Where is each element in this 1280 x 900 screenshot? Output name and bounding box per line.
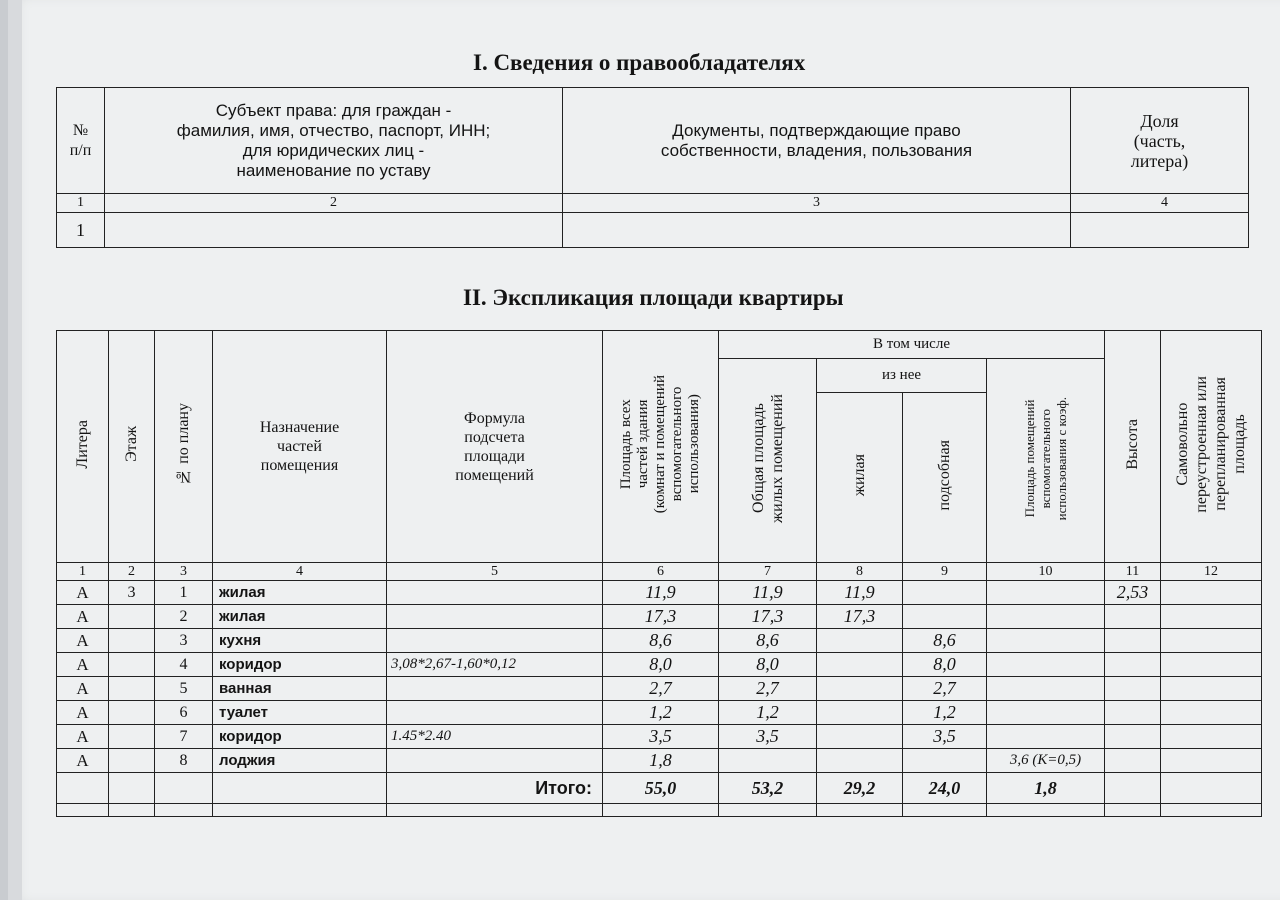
totals-row bbox=[57, 773, 1262, 804]
cell-plan-no: 8 bbox=[155, 749, 213, 773]
cell-living-total: 17,3 bbox=[719, 605, 817, 629]
total-auxiliary: 24,0 bbox=[903, 773, 987, 804]
table-row bbox=[57, 701, 1262, 725]
cell-litera: А bbox=[57, 605, 109, 629]
cell-aux-coef bbox=[987, 629, 1105, 653]
col-number: 11 bbox=[1105, 563, 1161, 581]
header-height: Высота bbox=[1105, 331, 1161, 563]
cell-documents bbox=[563, 213, 1071, 248]
cell-auxiliary: 8,6 bbox=[903, 629, 987, 653]
col-number: 4 bbox=[213, 563, 387, 581]
cell-formula: 3,08*2,67-1,60*0,12 bbox=[387, 653, 603, 677]
table-row bbox=[57, 749, 1262, 773]
header-purpose: Назначение частей помещения bbox=[213, 331, 387, 563]
cell-litera: А bbox=[57, 677, 109, 701]
cell-height bbox=[1105, 701, 1161, 725]
cell-litera: А bbox=[57, 581, 109, 605]
cell-unauthorized bbox=[1161, 725, 1262, 749]
cell-aux-coef bbox=[987, 701, 1105, 725]
table-row bbox=[57, 725, 1262, 749]
cell-formula: 1.45*2.40 bbox=[387, 725, 603, 749]
cell-living-total: 11,9 bbox=[719, 581, 817, 605]
cell-living-total bbox=[719, 749, 817, 773]
col-number: 2 bbox=[109, 563, 155, 581]
header-num: № п/п bbox=[57, 88, 105, 194]
header-share: Доля (часть, литера) bbox=[1071, 88, 1249, 194]
cell-purpose: ванная bbox=[213, 677, 387, 701]
cell-purpose: коридор bbox=[213, 725, 387, 749]
col-number: 7 bbox=[719, 563, 817, 581]
cell-num: 1 bbox=[57, 213, 105, 248]
cell-formula bbox=[387, 605, 603, 629]
cell-total-area: 17,3 bbox=[603, 605, 719, 629]
cell-aux-coef bbox=[987, 653, 1105, 677]
cell-auxiliary bbox=[903, 605, 987, 629]
col-number: 1 bbox=[57, 194, 105, 213]
cell-unauthorized bbox=[1161, 605, 1262, 629]
cell-living-total: 2,7 bbox=[719, 677, 817, 701]
cell-living bbox=[817, 653, 903, 677]
document-sheet bbox=[8, 0, 1280, 900]
col-number: 3 bbox=[563, 194, 1071, 213]
cell-purpose: туалет bbox=[213, 701, 387, 725]
cell-floor bbox=[109, 701, 155, 725]
cell-plan-no: 1 bbox=[155, 581, 213, 605]
table-row bbox=[57, 629, 1262, 653]
section2-title: II. Экспликация площади квартиры bbox=[463, 285, 844, 310]
cell-living-total: 1,2 bbox=[719, 701, 817, 725]
cell-formula bbox=[387, 581, 603, 605]
cell-unauthorized bbox=[1161, 581, 1262, 605]
cell-formula bbox=[387, 701, 603, 725]
col-number: 3 bbox=[155, 563, 213, 581]
cell-living bbox=[817, 725, 903, 749]
cell-unauthorized bbox=[1161, 701, 1262, 725]
cell-aux-coef bbox=[987, 725, 1105, 749]
cell-formula bbox=[387, 749, 603, 773]
header-plan-no: № по плану bbox=[155, 331, 213, 563]
table-row bbox=[57, 677, 1262, 701]
header-unauthorized: Самовольно переустроенная или перепланированная площадь bbox=[1161, 331, 1262, 563]
col-number: 8 bbox=[817, 563, 903, 581]
cell-formula bbox=[387, 629, 603, 653]
cell-total-area: 8,0 bbox=[603, 653, 719, 677]
cell-height bbox=[1105, 653, 1161, 677]
cell-unauthorized bbox=[1161, 653, 1262, 677]
cell-auxiliary: 3,5 bbox=[903, 725, 987, 749]
cell-purpose: кухня bbox=[213, 629, 387, 653]
cell-auxiliary: 8,0 bbox=[903, 653, 987, 677]
header-total-area: Площадь всех частей здания (комнат и помещений вспомогательного использования) bbox=[603, 331, 719, 563]
col-number: 10 bbox=[987, 563, 1105, 581]
cell-aux-coef: 3,6 (К=0,5) bbox=[987, 749, 1105, 773]
cell-formula bbox=[387, 677, 603, 701]
header-formula: Формула подсчета площади помещений bbox=[387, 331, 603, 563]
col-number: 5 bbox=[387, 563, 603, 581]
cell-unauthorized bbox=[1161, 629, 1262, 653]
area-explication-table bbox=[56, 330, 1262, 817]
table-row bbox=[57, 653, 1262, 677]
cell-aux-coef bbox=[987, 605, 1105, 629]
col-number: 9 bbox=[903, 563, 987, 581]
table-row bbox=[57, 605, 1262, 629]
cell-auxiliary: 2,7 bbox=[903, 677, 987, 701]
cell-purpose: лоджия bbox=[213, 749, 387, 773]
col-number: 1 bbox=[57, 563, 109, 581]
cell-living-total: 8,0 bbox=[719, 653, 817, 677]
cell-plan-no: 3 bbox=[155, 629, 213, 653]
cell-unauthorized bbox=[1161, 749, 1262, 773]
cell-living bbox=[817, 629, 903, 653]
cell-total-area: 2,7 bbox=[603, 677, 719, 701]
total-aux-coef: 1,8 bbox=[987, 773, 1105, 804]
cell-purpose: жилая bbox=[213, 605, 387, 629]
cell-total-area: 11,9 bbox=[603, 581, 719, 605]
cell-living: 17,3 bbox=[817, 605, 903, 629]
cell-living-total: 8,6 bbox=[719, 629, 817, 653]
header-aux-coef: Площадь помещений вспомогательного использования с коэф. bbox=[987, 359, 1105, 563]
cell-plan-no: 4 bbox=[155, 653, 213, 677]
cell-floor bbox=[109, 677, 155, 701]
cell-height: 2,53 bbox=[1105, 581, 1161, 605]
cell-living: 11,9 bbox=[817, 581, 903, 605]
cell-floor bbox=[109, 749, 155, 773]
cell-floor bbox=[109, 725, 155, 749]
cell-height bbox=[1105, 629, 1161, 653]
cell-litera: А bbox=[57, 653, 109, 677]
cell-purpose: жилая bbox=[213, 581, 387, 605]
cell-total-area: 3,5 bbox=[603, 725, 719, 749]
cell-plan-no: 6 bbox=[155, 701, 213, 725]
cell-aux-coef bbox=[987, 581, 1105, 605]
header-living-total: Общая площадь жилых помещений bbox=[719, 359, 817, 563]
cell-unauthorized bbox=[1161, 677, 1262, 701]
total-area: 55,0 bbox=[603, 773, 719, 804]
cell-plan-no: 2 bbox=[155, 605, 213, 629]
rights-holders-table bbox=[56, 87, 1249, 248]
cell-living bbox=[817, 749, 903, 773]
cell-share bbox=[1071, 213, 1249, 248]
cell-living bbox=[817, 701, 903, 725]
cell-floor: 3 bbox=[109, 581, 155, 605]
table-row bbox=[57, 581, 1262, 605]
total-living: 29,2 bbox=[817, 773, 903, 804]
cell-height bbox=[1105, 605, 1161, 629]
cell-total-area: 1,8 bbox=[603, 749, 719, 773]
cell-aux-coef bbox=[987, 677, 1105, 701]
cell-floor bbox=[109, 605, 155, 629]
page-fold bbox=[8, 0, 22, 900]
header-including: В том числе bbox=[719, 331, 1105, 359]
header-floor: Этаж bbox=[109, 331, 155, 563]
header-litera: Литера bbox=[57, 331, 109, 563]
header-documents: Документы, подтверждающие право собственности, владения, пользования bbox=[563, 88, 1071, 194]
cell-auxiliary bbox=[903, 749, 987, 773]
cell-subject bbox=[105, 213, 563, 248]
cell-floor bbox=[109, 629, 155, 653]
cell-litera: А bbox=[57, 701, 109, 725]
col-number: 2 bbox=[105, 194, 563, 213]
cell-living-total: 3,5 bbox=[719, 725, 817, 749]
cell-height bbox=[1105, 725, 1161, 749]
col-number: 4 bbox=[1071, 194, 1249, 213]
cell-living bbox=[817, 677, 903, 701]
total-living-total: 53,2 bbox=[719, 773, 817, 804]
cell-litera: А bbox=[57, 725, 109, 749]
cell-plan-no: 7 bbox=[155, 725, 213, 749]
cell-purpose: коридор bbox=[213, 653, 387, 677]
col-number: 6 bbox=[603, 563, 719, 581]
header-living: жилая bbox=[817, 393, 903, 563]
cell-height bbox=[1105, 749, 1161, 773]
col-number: 12 bbox=[1161, 563, 1262, 581]
cell-height bbox=[1105, 677, 1161, 701]
cell-plan-no: 5 bbox=[155, 677, 213, 701]
cell-total-area: 8,6 bbox=[603, 629, 719, 653]
header-auxiliary: подсобная bbox=[903, 393, 987, 563]
totals-label: Итого: bbox=[387, 773, 603, 804]
header-subject: Субъект права: для граждан - фамилия, имя, отчество, паспорт, ИНН; для юридических лиц - наименование по уставу bbox=[105, 88, 563, 194]
header-of-it: из нее bbox=[817, 359, 987, 393]
section1-title: I. Сведения о правообладателях bbox=[473, 50, 806, 75]
cell-litera: А bbox=[57, 749, 109, 773]
cell-floor bbox=[109, 653, 155, 677]
cell-auxiliary: 1,2 bbox=[903, 701, 987, 725]
table-row bbox=[57, 213, 1249, 248]
cell-total-area: 1,2 bbox=[603, 701, 719, 725]
cell-auxiliary bbox=[903, 581, 987, 605]
cell-litera: А bbox=[57, 629, 109, 653]
